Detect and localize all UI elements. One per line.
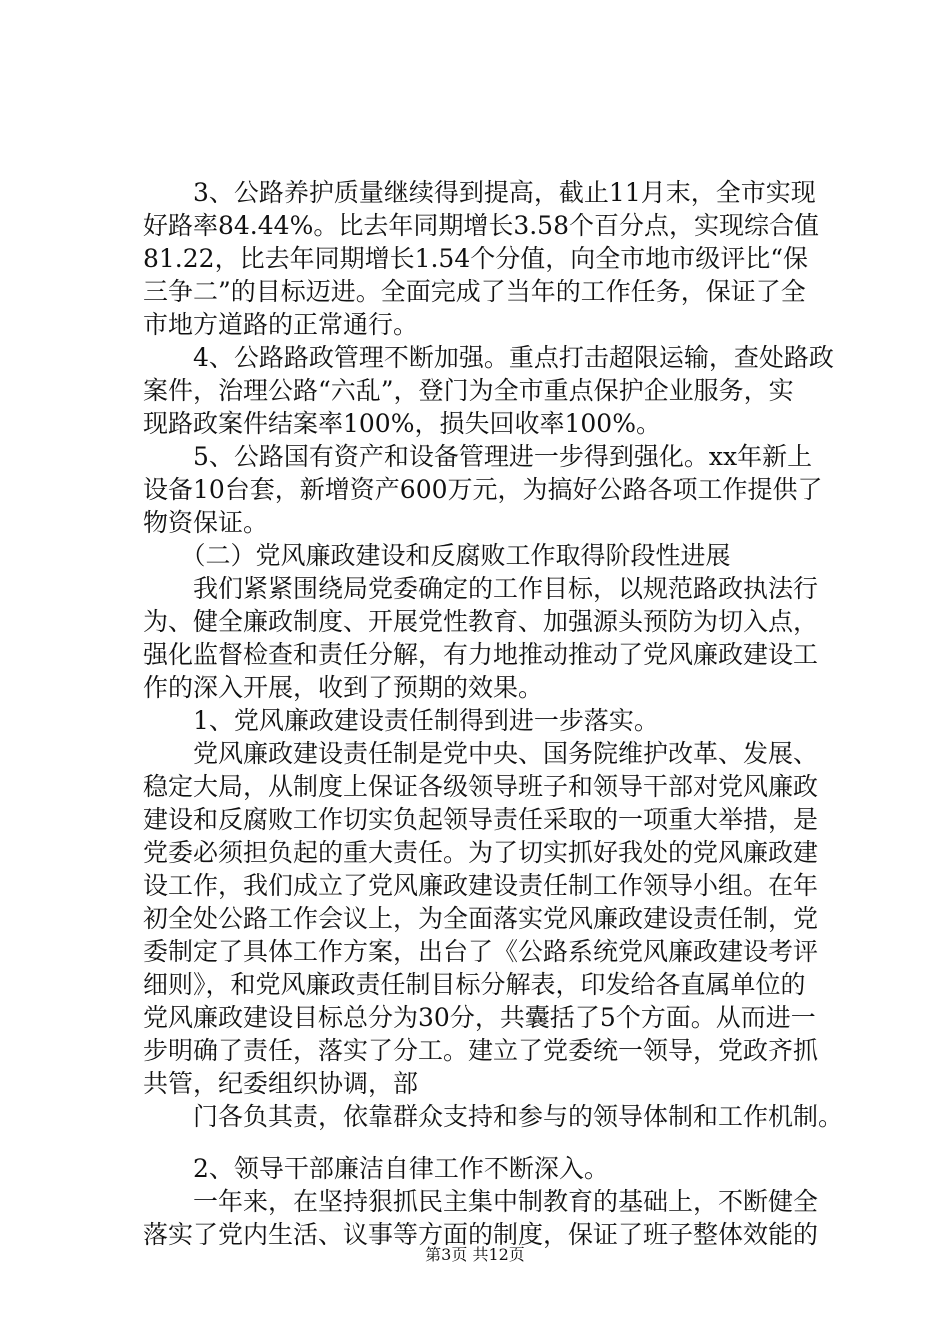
body-line: 步明确了责任，落实了分工。建立了党委统一领导，党政齐抓 <box>143 1036 819 1065</box>
body-line: 案件，治理公路“六乱”，登门为全市重点保护企业服务，实 <box>143 376 794 405</box>
body-line: 好路率84.44%。比去年同期增长3.58个百分点，实现综合值 <box>143 211 819 240</box>
body-line: 5、公路国有资产和设备管理进一步得到强化。xx年新上 <box>143 442 813 471</box>
body-line: 设工作，我们成立了党风廉政建设责任制工作领导小组。在年 <box>143 871 819 900</box>
body-line: 物资保证。 <box>143 508 269 537</box>
section-heading: （二）党风廉政建设和反腐败工作取得阶段性进展 <box>143 541 731 570</box>
body-line: 初全处公路工作会议上，为全面落实党风廉政建设责任制，党 <box>143 904 819 933</box>
body-line: 三争二”的目标迈进。全面完成了当年的工作任务，保证了全 <box>143 277 806 306</box>
body-line: 现路政案件结案率100%，损失回收率100%。 <box>143 409 661 438</box>
body-line: 委制定了具体工作方案，出台了《公路系统党风廉政建设考评 <box>143 937 819 966</box>
body-line: 81.22，比去年同期增长1.54个分值，向全市地市级评比“保 <box>143 244 809 273</box>
body-line: 市地方道路的正常通行。 <box>143 310 419 339</box>
body-line: 一年来，在坚持狠抓民主集中制教育的基础上，不断健全 <box>143 1187 819 1216</box>
body-line: 稳定大局，从制度上保证各级领导班子和领导干部对党风廉政 <box>143 772 819 801</box>
body-line: 作的深入开展，收到了预期的效果。 <box>143 673 544 702</box>
body-line: 我们紧紧围绕局党委确定的工作目标，以规范路政执法行 <box>143 574 819 603</box>
body-line: 党风廉政建设责任制是党中央、国务院维护改革、发展、 <box>143 739 819 768</box>
body-line: 党委必须担负起的重大责任。为了切实抓好我处的党风廉政建 <box>143 838 819 867</box>
body-line: 共管，纪委组织协调，部 <box>143 1069 419 1098</box>
body-line: 3、公路养护质量继续得到提高，截止11月末，全市实现 <box>143 178 816 207</box>
body-line: 落实了党内生活、议事等方面的制度，保证了班子整体效能的 <box>143 1220 819 1249</box>
page-number-footer: 第3页 共12页 <box>425 1245 525 1264</box>
body-line: 强化监督检查和责任分解，有力地推动推动了党风廉政建设工 <box>143 640 819 669</box>
body-line: 细则》，和党风廉政责任制目标分解表，印发给各直属单位的 <box>143 970 806 999</box>
body-line: 4、公路路政管理不断加强。重点打击超限运输，查处路政 <box>143 343 834 372</box>
body-line: 2、领导干部廉洁自律工作不断深入。 <box>143 1154 609 1183</box>
body-line: 1、党风廉政建设责任制得到进一步落实。 <box>143 706 659 735</box>
body-line: 建设和反腐败工作切实负起领导责任采取的一项重大举措，是 <box>143 805 819 834</box>
body-line: 门各负其责，依靠群众支持和参与的领导体制和工作机制。 <box>143 1102 844 1131</box>
body-line: 设备10台套，新增资产600万元，为搞好公路各项工作提供了 <box>143 475 823 504</box>
body-line: 党风廉政建设目标总分为30分，共囊括了5个方面。从而进一 <box>143 1003 816 1032</box>
body-line: 为、健全廉政制度、开展党性教育、加强源头预防为切入点， <box>143 607 819 636</box>
